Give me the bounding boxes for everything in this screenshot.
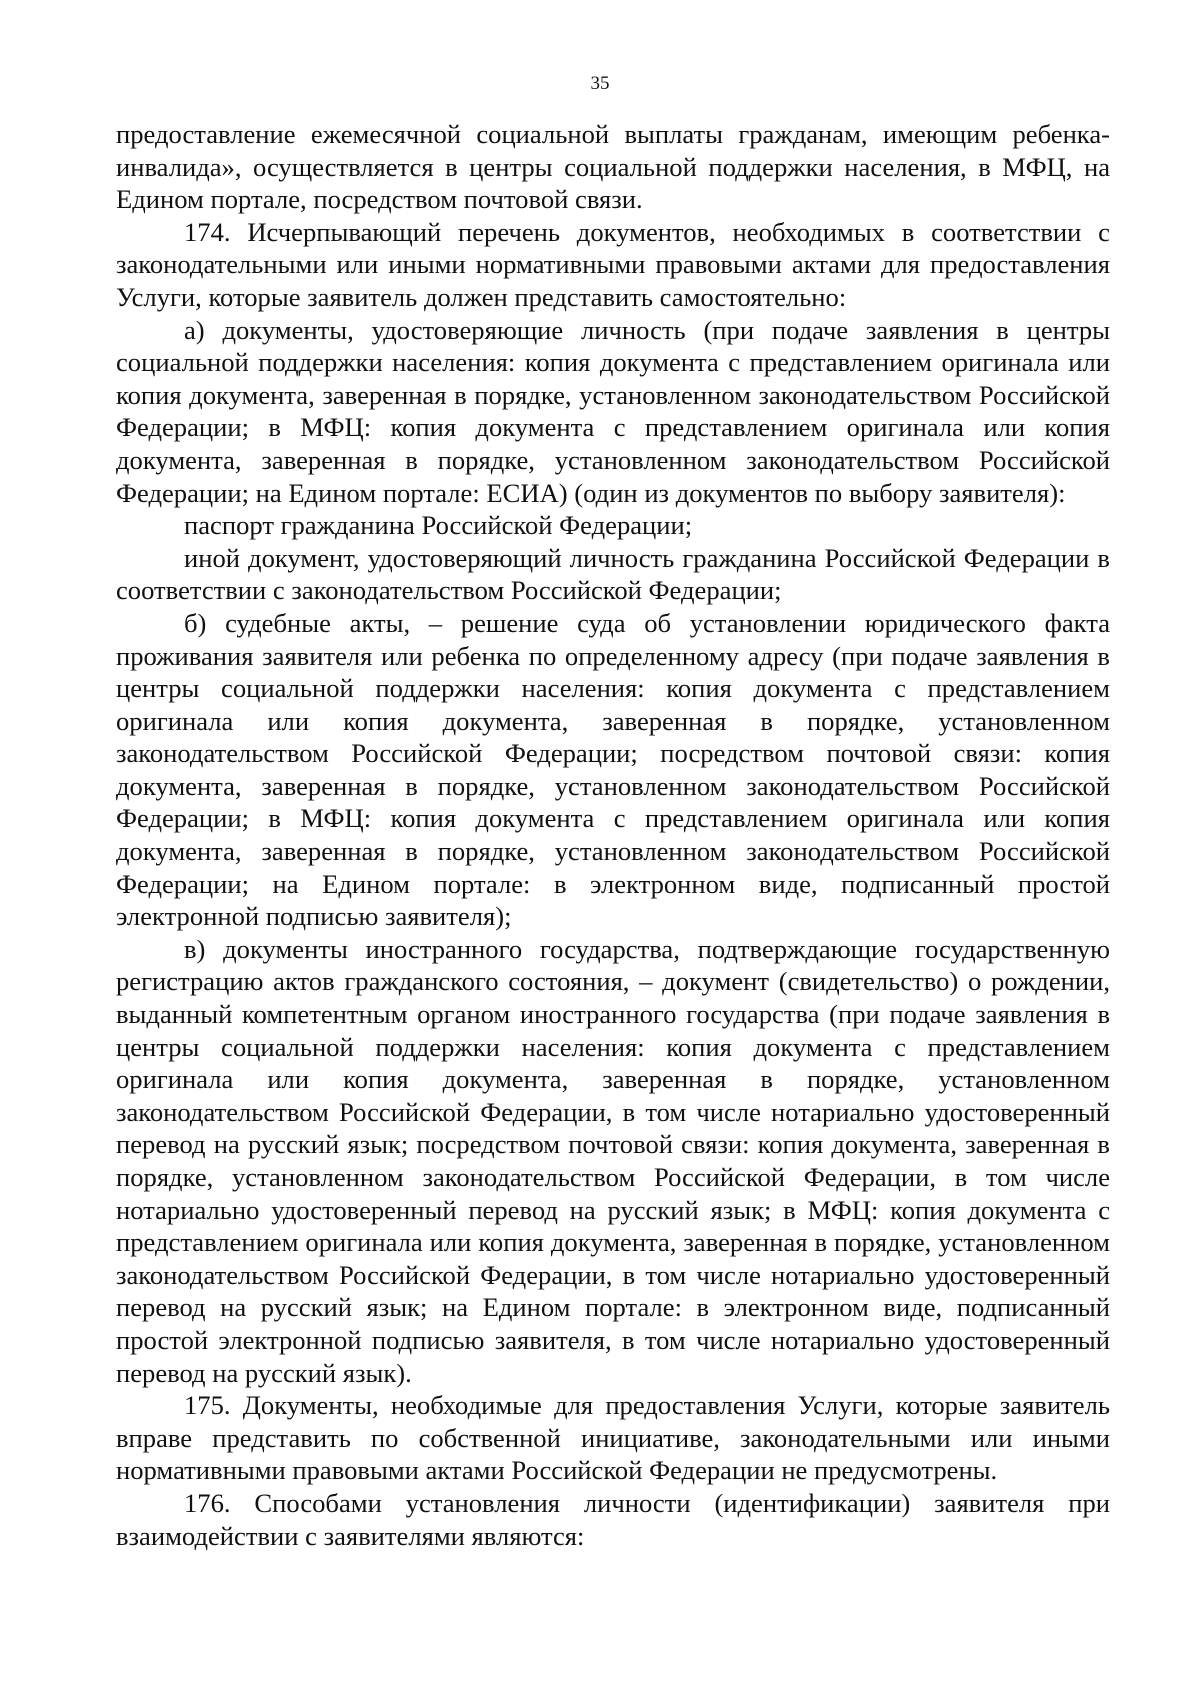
page-number: 35 — [590, 73, 610, 94]
paragraph-174-b: б) судебные акты, – решение суда об установлении юридического факта проживания заявителя или ребенка по определенному адресу (при подаче заявления в центры социальной поддержки населения: копия документа с представлением оригинала или копия документа, заверенная в порядке, установленном законодательством Российской Федерации; посредством почтовой связи: копия документа, заверенная в порядке, установленном законодательством Российской Федерации; в МФЦ: копия документа с представлением оригинала или копия документа, заверенная в порядке, установленном законодательством Российской Федерации; на Едином портале: в электронном виде, подписанный простой электронной подписью заявителя); — [116, 607, 1110, 932]
paragraph-passport: паспорт гражданина Российской Федерации; — [184, 510, 693, 541]
paragraph-174: 174. Исчерпывающий перечень документов, необходимых в соответствии с законодательными или иными нормативными правовыми актами для предоставления Услуги, которые заявитель должен представить самостоятельно: — [116, 216, 1110, 312]
paragraph-other-id: иной документ, удостоверяющий личность гражданина Российской Федерации в соответствии с законодательством Российской Федерации; — [116, 542, 1110, 606]
paragraph-175: 175. Документы, необходимые для предоставления Услуги, которые заявитель вправе представить по собственной инициативе, законодательными или иными нормативными правовыми актами Российской Федерации не предусмотрены. — [116, 1390, 1110, 1486]
paragraph-continuation-intro: предоставление ежемесячной социальной выплаты гражданам, имеющим ребенка-инвалида», осуществляется в центры социальной поддержки населения, в МФЦ, на Едином портале, посредством почтовой связи. — [116, 119, 1110, 215]
paragraph-176: 176. Способами установления личности (идентификации) заявителя при взаимодействии с заявителями являются: — [116, 1487, 1110, 1551]
paragraph-174-v: в) документы иностранного государства, подтверждающие государственную регистрацию актов гражданского состояния, – документ (свидетельство) о рождении, выданный компетентным органом иностранного государства (при подаче заявления в центры социальной поддержки населения: копия документа с представлением оригинала или копия документа, заверенная в порядке, установленном законодательством Российской Федерации, в том числе нотариально удостоверенный перевод на русский язык; посредством почтовой связи: копия документа, заверенная в порядке, установленном законодательством Российской Федерации, в том числе нотариально удостоверенный перевод на русский язык; в МФЦ: копия документа с представлением оригинала или копия документа, заверенная в порядке, установленном законодательством Российской Федерации, в том числе нотариально удостоверенный перевод на русский язык; на Едином портале: в электронном виде, подписанный простой электронной подписью заявителя, в том числе нотариально удостоверенный перевод на русский язык). — [116, 933, 1110, 1388]
paragraph-174-a: а) документы, удостоверяющие личность (при подаче заявления в центры социальной поддержки населения: копия документа с представлением оригинала или копия документа, заверенная в порядке, установленном законодательством Российской Федерации; в МФЦ: копия документа с представлением оригинала или копия документа, заверенная в порядке, установленном законодательством Российской Федерации; на Едином портале: ЕСИА) (один из документов по выбору заявителя): — [116, 314, 1110, 508]
document-body — [116, 118, 1110, 1552]
